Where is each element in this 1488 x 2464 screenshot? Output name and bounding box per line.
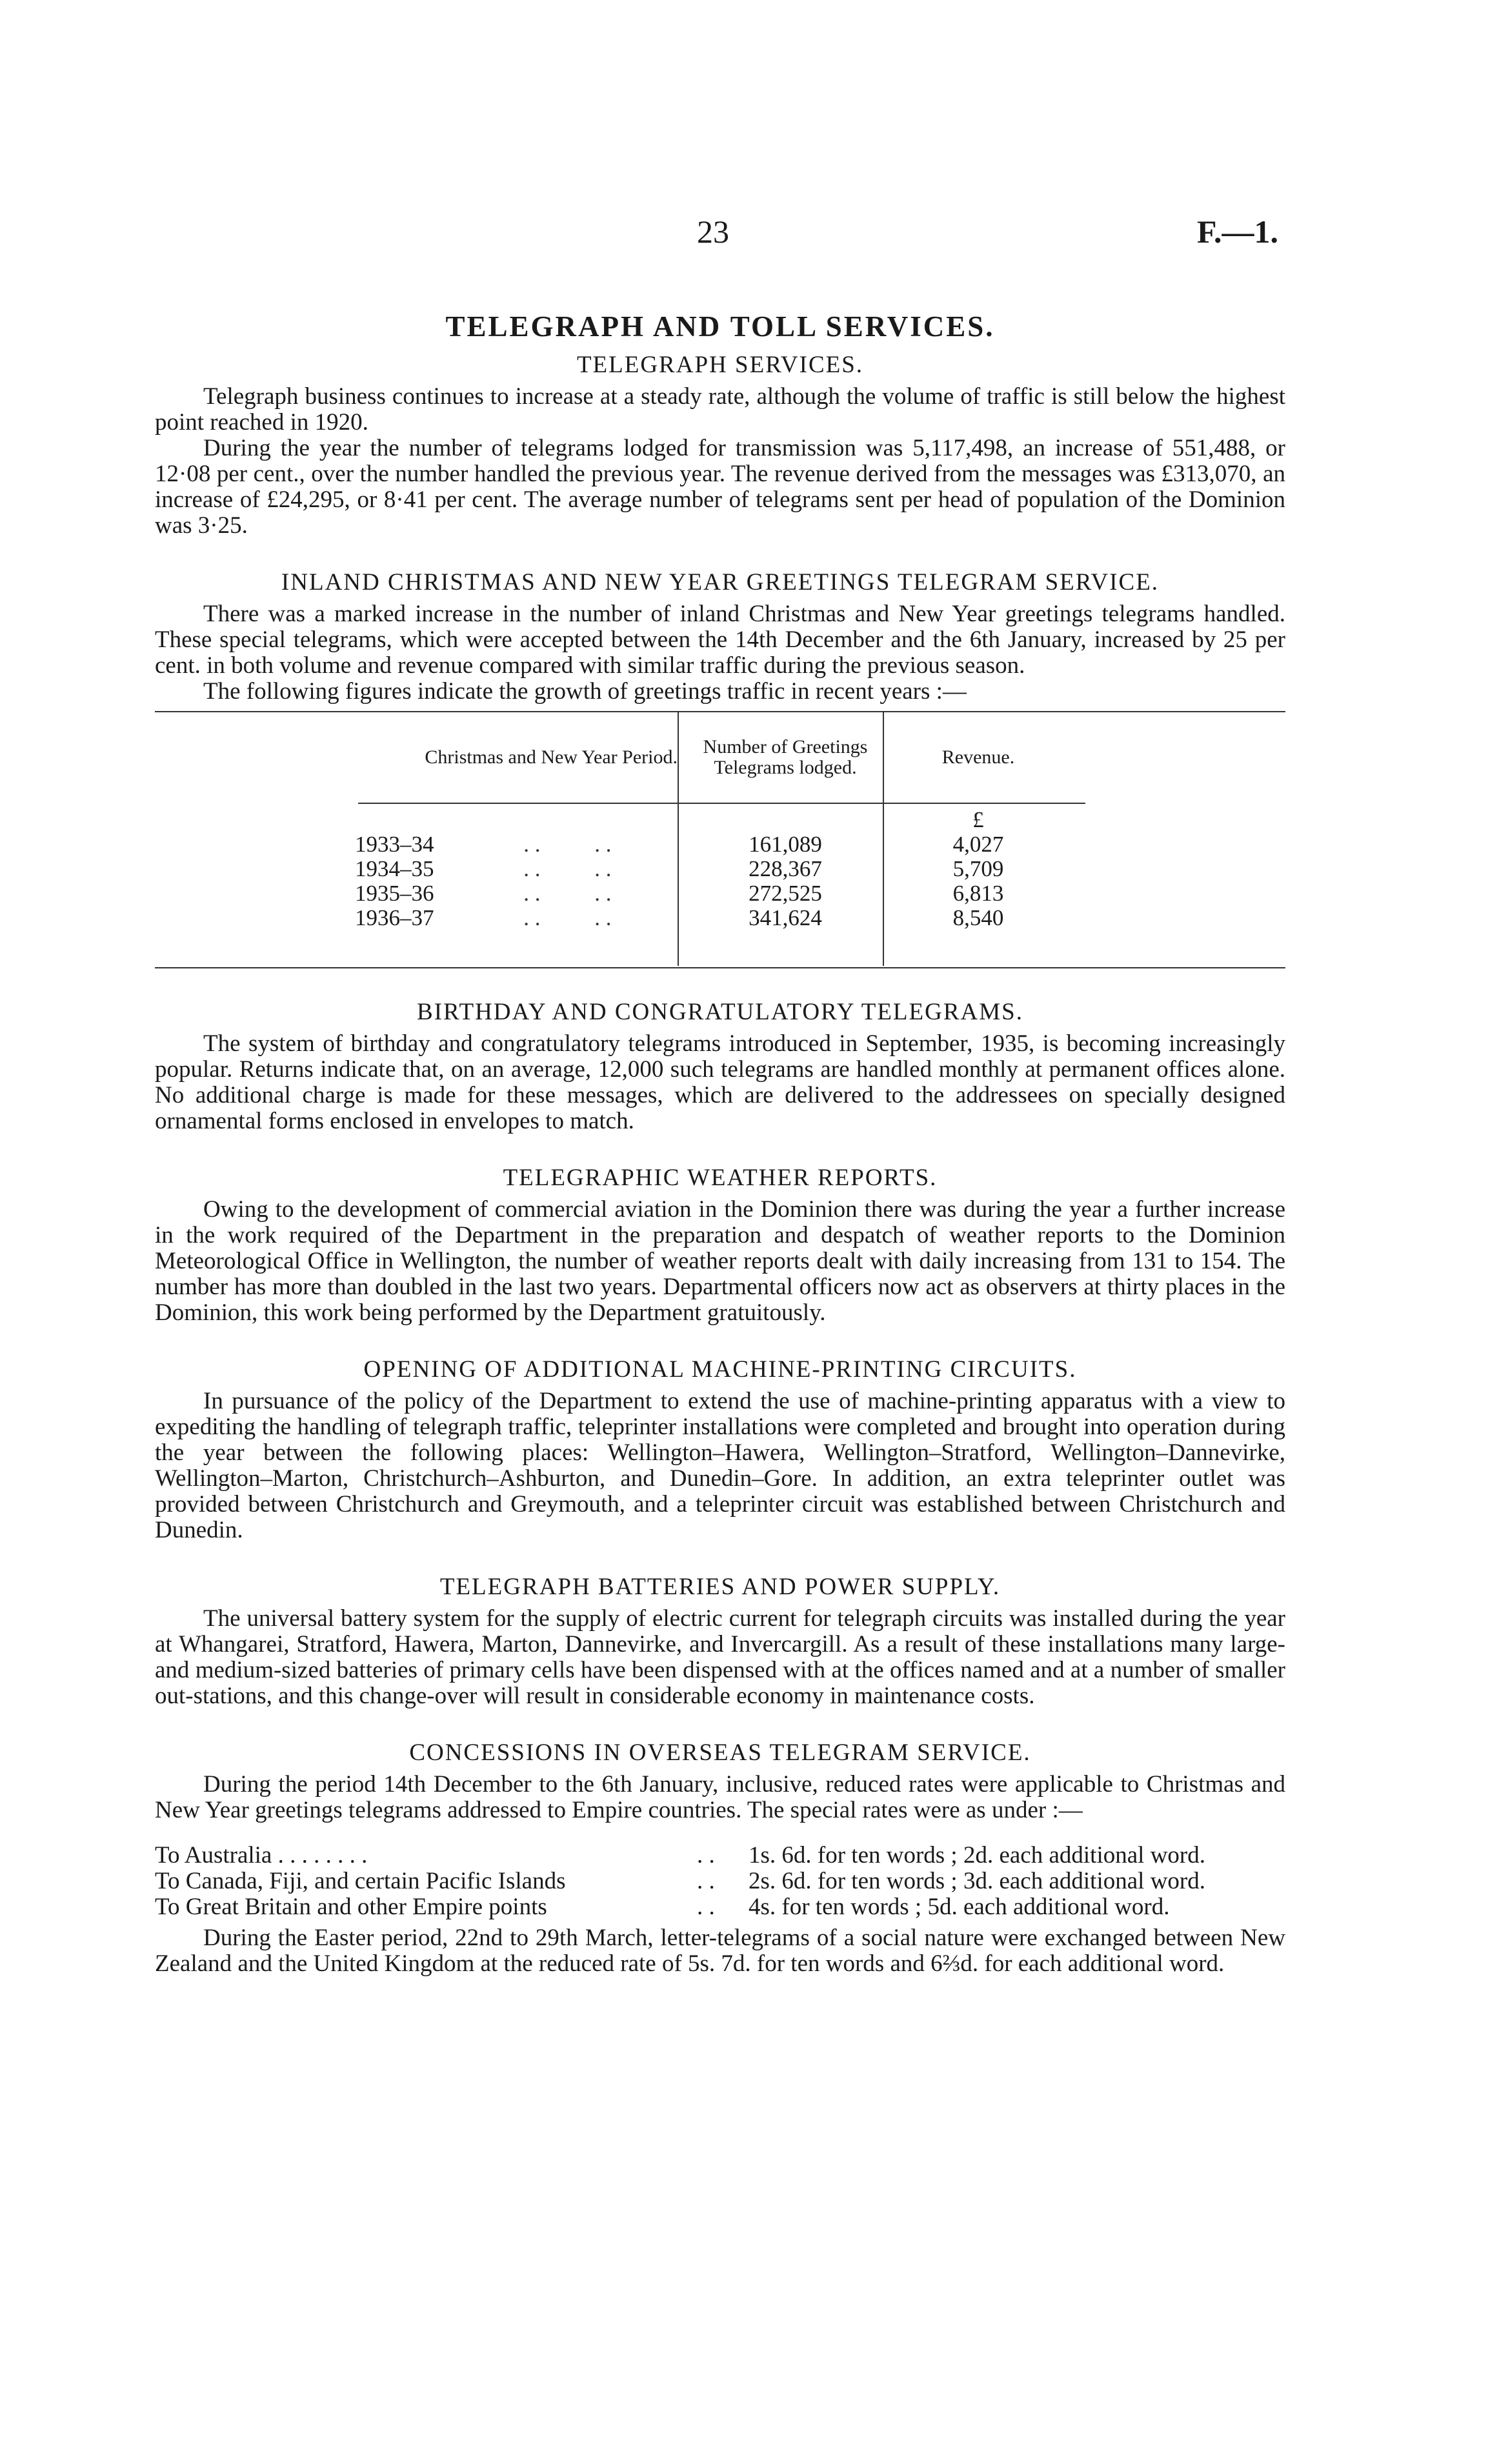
table-header-row <box>155 712 1285 803</box>
section-heading: TELEGRAPHIC WEATHER REPORTS. <box>503 1165 938 1191</box>
unit-label: £ <box>972 807 984 832</box>
dot-leader: . . <box>594 856 612 881</box>
count-cell: 341,624 <box>749 905 822 930</box>
period-cell <box>155 881 683 906</box>
rate-value: 2s. 6d. for ten words ; 3d. each additional word. <box>749 1868 1205 1894</box>
dot-leader: . . <box>594 832 612 857</box>
count-cell: 228,367 <box>749 856 822 881</box>
table-row <box>155 906 1285 930</box>
section-batteries <box>155 1573 1285 1709</box>
dot-leader: . . <box>594 905 612 930</box>
list-item <box>155 1868 1285 1894</box>
section-heading: INLAND CHRISTMAS AND NEW YEAR GREETINGS TELEGRAM SERVICE. <box>281 569 1160 596</box>
column-header-period: Christmas and New Year Period. <box>425 746 678 768</box>
column-header-revenue: Revenue. <box>941 746 1015 768</box>
document-reference: F.—1. <box>1197 214 1278 250</box>
paragraph: During the period 14th December to the 6th January, inclusive, reduced rates were applicable to Christmas and New Year greetings telegrams addressed to Empire countries. The special rates were as under :— <box>155 1771 1285 1823</box>
paragraph: There was a marked increase in the number of inland Christmas and New Year greetings telegrams handled. These special telegrams, which were accepted between the 14th December and the 6th January, increased by 25 per cent. in both volume and revenue compared with similar traffic during the previous season. <box>155 601 1285 679</box>
page-header <box>0 213 1488 265</box>
count-cell: 272,525 <box>749 881 822 906</box>
period-cell <box>155 906 683 930</box>
list-item <box>155 1894 1285 1920</box>
page-title: TELEGRAPH AND TOLL SERVICES. <box>445 310 995 343</box>
revenue-cell: 5,709 <box>952 856 1004 881</box>
period-value: 1936–37 <box>355 905 434 930</box>
section-overseas-concessions <box>155 1739 1285 1977</box>
section-greetings-service <box>155 568 1285 968</box>
period-value: 1934–35 <box>355 856 434 881</box>
dot-leader: . . <box>523 881 541 906</box>
period-cell <box>155 832 683 857</box>
table-row <box>155 832 1285 857</box>
rate-value: 4s. for ten words ; 5d. each additional word. <box>749 1894 1170 1920</box>
greetings-table <box>155 711 1285 968</box>
paragraph: The system of birthday and congratulatory telegrams introduced in September, 1935, is becoming increasingly popular. Returns indicate that, on an average, 12,000 such telegrams are handled monthly at permanent offices alone. No additional charge is made for these messages, which are delivered to the addressees on specially designed ornamental forms enclosed in envelopes to match. <box>155 1030 1285 1134</box>
table-row <box>155 857 1285 881</box>
table-row <box>155 881 1285 906</box>
paragraph: The universal battery system for the supply of electric current for telegraph circuits was installed during the year at Whangarei, Stratford, Hawera, Marton, Dannevirke, and Invercargill. As a result of these installations many large- and medium-sized batteries of primary cells have been dispensed with at the offices named and at a number of smaller out-stations, and this change-over will result in considerable economy in maintenance costs. <box>155 1605 1285 1709</box>
count-cell: 161,089 <box>749 832 822 857</box>
dot-leader: . . <box>523 905 541 930</box>
rate-value: 1s. 6d. for ten words ; 2d. each additional word. <box>749 1842 1205 1868</box>
section-birthday-telegrams <box>155 998 1285 1134</box>
rate-destination: To Australia . . . . . . . . <box>155 1842 368 1868</box>
section-heading: OPENING OF ADDITIONAL MACHINE-PRINTING CIRCUITS. <box>363 1356 1077 1383</box>
revenue-cell: 4,027 <box>952 832 1004 857</box>
page-number: 23 <box>697 214 729 250</box>
revenue-cell: 6,813 <box>952 881 1004 906</box>
paragraph: The following figures indicate the growth of greetings traffic in recent years :— <box>203 678 967 705</box>
paragraph: During the year the number of telegrams lodged for transmission was 5,117,498, an increase of 551,488, or 12·08 per cent., over the number handled the previous year. The revenue derived from the messages was £313,070, an increase of £24,295, or 8·41 per cent. The average number of telegrams sent per head of population of the Dominion was 3·25. <box>155 435 1285 539</box>
section-telegraph-services <box>155 351 1285 539</box>
section-heading: TELEGRAPH BATTERIES AND POWER SUPPLY. <box>439 1574 1001 1600</box>
section-machine-printing <box>155 1356 1285 1543</box>
dot-leader: . . <box>697 1842 715 1868</box>
rate-destination: To Canada, Fiji, and certain Pacific Islands <box>155 1868 566 1894</box>
rates-list <box>155 1843 1285 1920</box>
period-cell <box>155 857 683 881</box>
dot-leader: . . <box>697 1868 715 1894</box>
section-heading: BIRTHDAY AND CONGRATULATORY TELEGRAMS. <box>417 999 1023 1025</box>
table-unit-row <box>155 803 1285 832</box>
dot-leader: . . <box>523 832 541 857</box>
section-heading: CONCESSIONS IN OVERSEAS TELEGRAM SERVICE. <box>409 1739 1031 1766</box>
dot-leader: . . <box>523 856 541 881</box>
paragraph: During the Easter period, 22nd to 29th March, letter-telegrams of a social nature were exchanged between New Zealand and the United Kingdom at the reduced rate of 5s. 7d. for ten words and 6⅔d. for each additional word. <box>155 1925 1285 1977</box>
period-value: 1935–36 <box>355 881 434 906</box>
paragraph: Telegraph business continues to increase at a steady rate, although the volume of traffic is still below the highest point reached in 1920. <box>155 383 1285 436</box>
paragraph: Owing to the development of commercial aviation in the Dominion there was during the year a further increase in the work required of the Department in the preparation and despatch of weather reports to the Dominion Meteorological Office in Wellington, the number of weather reports dealt with daily increasing from 131 to 154. The number has more than doubled in the last two years. Departmental officers now act as observers at thirty places in the Dominion, this work being performed by the Department gratuitously. <box>155 1196 1285 1326</box>
section-heading: TELEGRAPH SERVICES. <box>576 352 864 378</box>
column-header-count: Number of Greetings Telegrams lodged. <box>703 736 868 778</box>
revenue-cell: 8,540 <box>952 905 1004 930</box>
paragraph: In pursuance of the policy of the Department to extend the use of machine-printing apparatus with a view to expediting the handling of telegraph traffic, teleprinter installations were completed and brought into operation during the year between the following places: Wellington–Hawera, Wellington–Stratford, Wellington–Dannevirke, Wellington–Marton, Christchurch–Ashburton, and Dunedin–Gore. In addition, an extra teleprinter outlet was provided between Christchurch and Greymouth, and a teleprinter circuit was established between Christchurch and Dunedin. <box>155 1388 1285 1543</box>
dot-leader: . . <box>697 1894 715 1920</box>
section-weather-reports <box>155 1164 1285 1326</box>
dot-leader: . . <box>594 881 612 906</box>
page-body <box>155 310 1285 1977</box>
period-value: 1933–34 <box>355 832 434 857</box>
list-item <box>155 1843 1285 1868</box>
rate-destination: To Great Britain and other Empire points <box>155 1894 547 1920</box>
